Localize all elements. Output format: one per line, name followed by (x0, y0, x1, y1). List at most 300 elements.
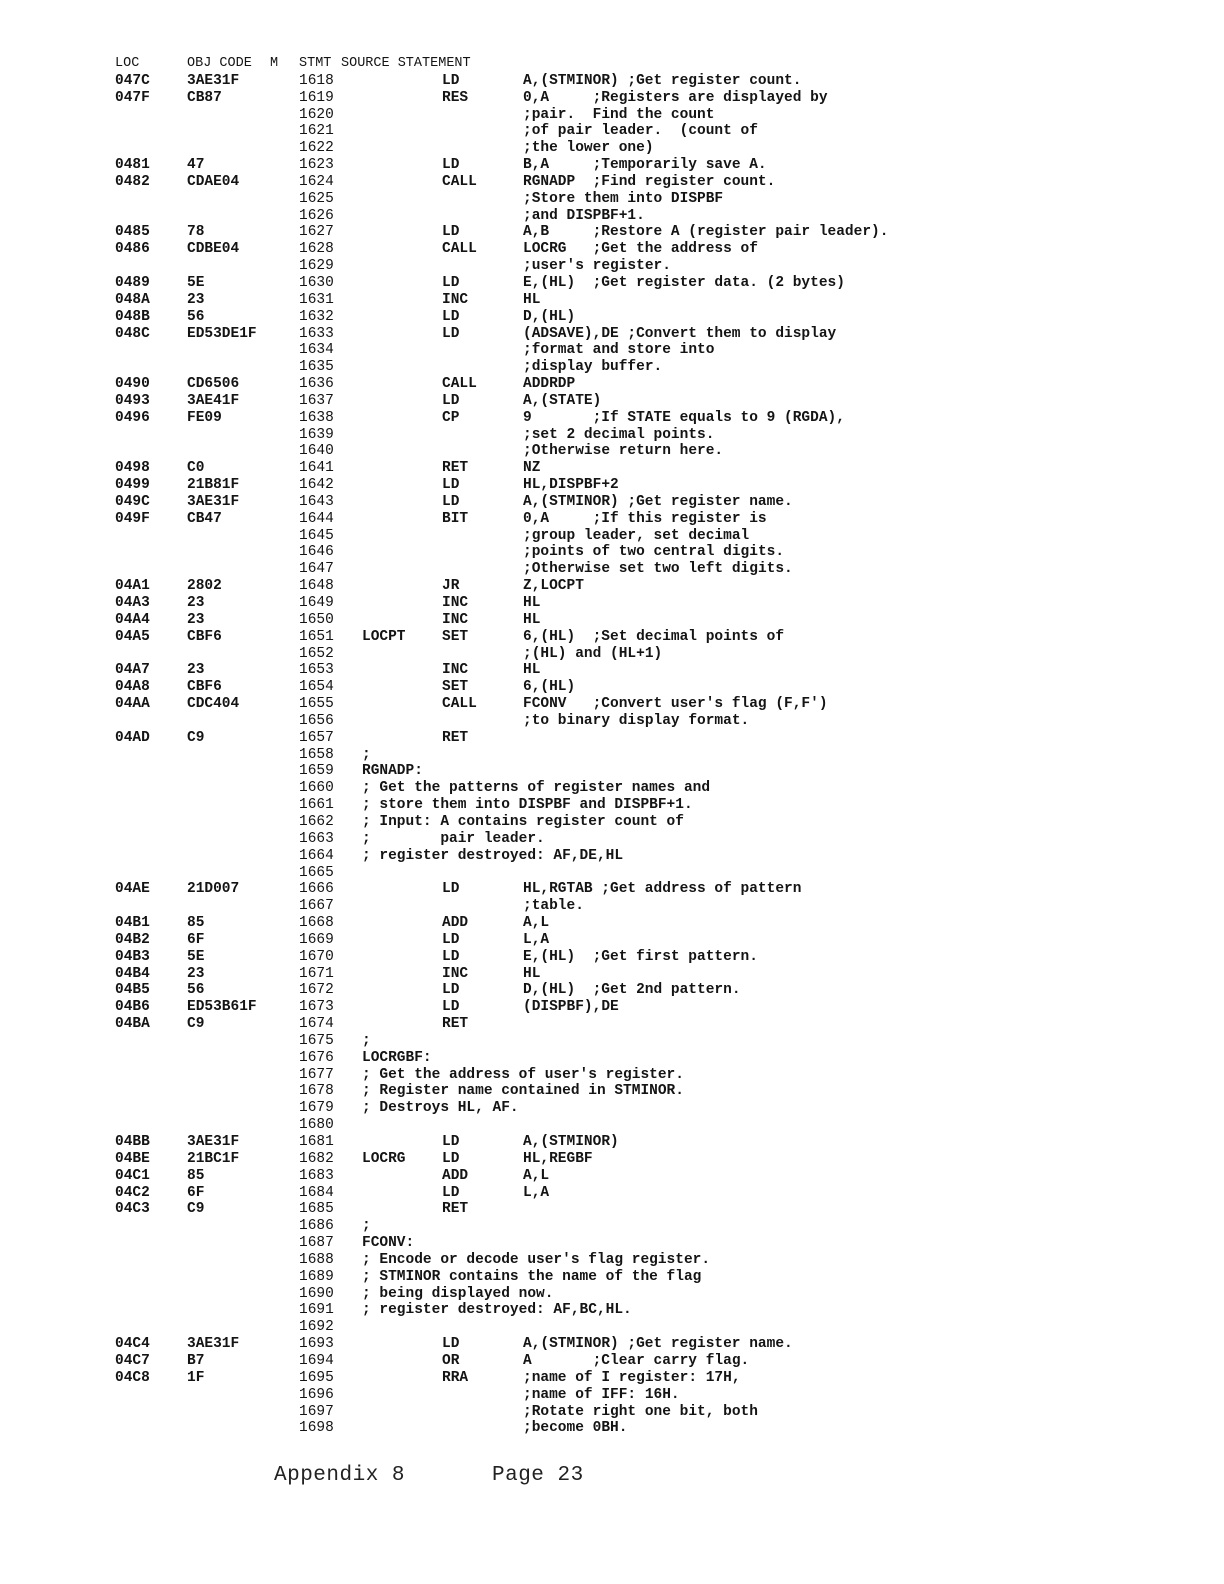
line-comment: ;set 2 decimal points. (523, 426, 715, 443)
listing-line (115, 847, 624, 865)
line-comment: ;Store them into DISPBF (523, 190, 724, 207)
line-opcode: BIT (442, 510, 469, 527)
line-stmt-number: 1671 (299, 965, 334, 982)
listing-line (115, 1386, 680, 1404)
line-stmt-number: 1667 (299, 898, 334, 915)
line-opcode: LD (442, 1134, 460, 1150)
listing-line (115, 1285, 554, 1303)
line-operand: RGNADP (523, 173, 576, 190)
page-footer (274, 1464, 584, 1487)
line-stmt-number: 1625 (299, 190, 334, 207)
line-label: ; Get the address of user's register. (362, 1066, 684, 1083)
listing-line (115, 662, 541, 679)
line-opcode: SET (442, 628, 469, 645)
line-operand: D,(HL) (523, 308, 576, 325)
line-comment: ;name of IFF: 16H. (523, 1386, 680, 1403)
line-comment: ;to binary display format. (523, 712, 750, 729)
line-opcode: RES (442, 89, 469, 106)
line-comment: ;points of two central digits. (523, 544, 785, 561)
line-operand: A,(STATE) (523, 392, 602, 409)
line-stmt-number: 1657 (299, 729, 334, 746)
listing-line (115, 1150, 593, 1168)
line-operand: A (523, 1352, 532, 1369)
line-obj-code: C9 (187, 1201, 205, 1218)
line-loc: 04B6 (115, 999, 150, 1016)
listing-line (115, 527, 750, 545)
line-label: ; Input: A contains register count of (362, 813, 684, 830)
listing-line (115, 157, 767, 174)
line-obj-code: 23 (187, 611, 205, 628)
line-stmt-number: 1656 (299, 712, 334, 729)
line-label: ; pair leader. (362, 830, 545, 847)
line-stmt-number: 1644 (299, 510, 334, 527)
line-label: ; (362, 1218, 371, 1235)
line-obj-code: CDC404 (187, 696, 240, 713)
line-loc: 04BE (115, 1150, 150, 1167)
line-opcode: LD (442, 325, 460, 342)
line-obj-code: CD6506 (187, 376, 240, 393)
line-stmt-number: 1653 (299, 662, 334, 679)
line-comment: ;If this register is (592, 510, 767, 527)
line-loc: 0493 (115, 392, 150, 409)
listing-line (115, 864, 334, 882)
line-operand: L,A (523, 931, 550, 948)
line-comment: ;and DISPBF+1. (523, 207, 645, 224)
line-stmt-number: 1647 (299, 561, 334, 578)
line-operand: 0,A (523, 510, 550, 527)
line-label: ; Register name contained in STMINOR. (362, 1083, 684, 1100)
line-stmt-number: 1682 (299, 1150, 334, 1167)
listing-line (115, 72, 802, 90)
line-opcode: LD (442, 881, 460, 898)
line-operand: 6,(HL) (523, 679, 576, 696)
listing-line (115, 342, 715, 359)
line-comment: ;Clear carry flag. (592, 1352, 750, 1369)
listing-line (115, 241, 758, 258)
listing-line (115, 1100, 519, 1117)
line-operand: Z,LOCPT (523, 578, 584, 595)
line-obj-code: 23 (187, 965, 205, 982)
line-stmt-number: 1635 (299, 359, 334, 376)
line-stmt-number: 1677 (299, 1066, 334, 1083)
line-opcode: LD (442, 308, 460, 325)
line-stmt-number: 1669 (299, 931, 334, 948)
line-stmt-number: 1649 (299, 595, 334, 611)
listing-line (115, 325, 837, 343)
line-obj-code: 6F (187, 931, 205, 948)
line-obj-code: C0 (187, 460, 205, 477)
line-operand: (DISPBF),DE (523, 999, 619, 1016)
line-loc: 04A1 (115, 578, 150, 595)
line-comment: ;Get register data. (2 bytes) (592, 274, 845, 291)
listing-header (115, 56, 471, 73)
listing-line (115, 1049, 432, 1067)
line-comment: ;the lower one) (523, 140, 654, 157)
line-obj-code: 21D007 (187, 881, 240, 898)
line-loc: 0486 (115, 241, 150, 258)
line-stmt-number: 1695 (299, 1369, 334, 1386)
listing-line (115, 409, 845, 427)
line-opcode: LD (442, 72, 460, 89)
line-operand: A,L (523, 1167, 550, 1184)
line-stmt-number: 1670 (299, 948, 334, 965)
line-stmt-number: 1687 (299, 1235, 334, 1252)
line-operand: HL (523, 662, 541, 679)
line-stmt-number: 1627 (299, 224, 334, 241)
listing-line (115, 1251, 711, 1269)
line-stmt-number: 1691 (299, 1302, 334, 1319)
line-stmt-number: 1642 (299, 477, 334, 494)
listing-line (115, 797, 693, 814)
line-stmt-number: 1631 (299, 291, 334, 308)
line-operand: LOCRG (523, 241, 567, 258)
line-opcode: ADD (442, 915, 469, 932)
line-stmt-number: 1619 (299, 89, 334, 106)
line-operand: D,(HL) (523, 982, 576, 999)
line-loc: 04C4 (115, 1336, 150, 1353)
line-stmt-number: 1624 (299, 173, 334, 190)
line-comment: ;become 0BH. (523, 1420, 628, 1437)
line-opcode: LD (442, 948, 460, 965)
line-comment: ;Rotate right one bit, both (523, 1403, 758, 1420)
line-opcode: LD (442, 931, 460, 948)
listing-line (115, 578, 584, 595)
line-opcode: LD (442, 493, 460, 510)
line-stmt-number: 1651 (299, 628, 334, 645)
listing-line (115, 1319, 334, 1336)
listing-line (115, 89, 828, 107)
line-comment: ;Get the address of (592, 241, 758, 258)
listing-line (115, 1268, 702, 1286)
line-loc: 04B1 (115, 915, 150, 932)
line-comment: ;user's register. (523, 258, 671, 275)
line-stmt-number: 1678 (299, 1083, 334, 1100)
line-loc: 0490 (115, 376, 150, 393)
line-operand: HL,RGTAB (523, 881, 593, 898)
header-obj-code: OBJ CODE (187, 56, 252, 71)
line-label: ; Encode or decode user's flag register. (362, 1251, 711, 1268)
line-opcode: RRA (442, 1369, 469, 1386)
listing-line (115, 1201, 469, 1218)
line-loc: 04BB (115, 1134, 150, 1150)
line-obj-code: 3AE31F (187, 1134, 240, 1150)
line-label: LOCPT (362, 628, 406, 645)
listing-line (115, 915, 550, 932)
line-stmt-number: 1685 (299, 1201, 334, 1218)
line-opcode: CALL (442, 173, 477, 190)
line-opcode: INC (442, 965, 469, 982)
line-stmt-number: 1672 (299, 982, 334, 999)
line-stmt-number: 1639 (299, 426, 334, 443)
listing-line (115, 274, 845, 292)
line-comment: ;of pair leader. (count of (523, 123, 758, 140)
listing-line (115, 1016, 469, 1033)
assembly-listing (115, 56, 889, 1437)
line-comment: ;(HL) and (HL+1) (523, 645, 663, 662)
listing-line (115, 1403, 758, 1421)
listing-line (115, 224, 889, 241)
listing-line (115, 443, 724, 460)
line-obj-code: FE09 (187, 409, 222, 426)
line-loc: 04A4 (115, 611, 150, 628)
line-loc: 04AD (115, 729, 150, 746)
listing-line (115, 493, 793, 511)
listing-line (115, 140, 654, 157)
line-loc: 048A (115, 291, 150, 308)
listing-line (115, 561, 793, 578)
line-operand: HL (523, 291, 541, 308)
line-stmt-number: 1689 (299, 1268, 334, 1285)
line-opcode: OR (442, 1352, 460, 1369)
line-opcode: RET (442, 460, 469, 477)
line-label: LOCRG (362, 1150, 406, 1167)
line-operand: HL (523, 595, 541, 611)
listing-line (115, 982, 741, 999)
line-stmt-number: 1696 (299, 1386, 334, 1403)
line-label: LOCRGBF: (362, 1049, 432, 1066)
listing-line (115, 595, 541, 612)
line-comment: ;Otherwise set two left digits. (523, 561, 793, 578)
line-opcode: RET (442, 1016, 469, 1033)
line-label: ; being displayed now. (362, 1285, 554, 1302)
line-stmt-number: 1640 (299, 443, 334, 460)
line-stmt-number: 1693 (299, 1336, 334, 1353)
line-obj-code: C9 (187, 1016, 205, 1033)
line-stmt-number: 1694 (299, 1352, 334, 1369)
line-obj-code: 21BC1F (187, 1150, 240, 1167)
listing-line (115, 190, 724, 208)
line-stmt-number: 1646 (299, 544, 334, 561)
line-obj-code: 47 (187, 157, 205, 174)
listing-line (115, 106, 715, 124)
line-stmt-number: 1637 (299, 392, 334, 409)
line-operand: L,A (523, 1184, 550, 1201)
line-loc: 04B3 (115, 948, 150, 965)
line-loc: 04B5 (115, 982, 150, 999)
line-stmt-number: 1643 (299, 493, 334, 510)
listing-line (115, 780, 711, 797)
listing-line (115, 645, 663, 663)
line-opcode: LD (442, 982, 460, 999)
line-obj-code: 78 (187, 224, 205, 241)
line-stmt-number: 1692 (299, 1319, 334, 1336)
line-stmt-number: 1658 (299, 746, 334, 763)
line-stmt-number: 1621 (299, 123, 334, 140)
line-stmt-number: 1690 (299, 1285, 334, 1302)
listing-line (115, 123, 758, 140)
listing-line (115, 173, 776, 191)
line-stmt-number: 1666 (299, 881, 334, 898)
line-obj-code: 23 (187, 291, 205, 308)
listing-line (115, 510, 767, 528)
line-label: ; store them into DISPBF and DISPBF+1. (362, 797, 693, 814)
listing-line (115, 881, 802, 898)
listing-line (115, 258, 671, 275)
line-obj-code: C9 (187, 729, 205, 746)
line-obj-code: 56 (187, 982, 205, 999)
line-operand: E,(HL) (523, 948, 576, 965)
line-label: ; Get the patterns of register names and (362, 780, 711, 797)
listing-line (115, 1235, 415, 1252)
line-stmt-number: 1683 (299, 1167, 334, 1184)
listing-line (115, 376, 576, 393)
line-obj-code: 23 (187, 595, 205, 611)
line-stmt-number: 1655 (299, 696, 334, 713)
line-operand: (ADSAVE),DE (523, 325, 619, 342)
listing-line (115, 1336, 793, 1353)
line-obj-code: 1F (187, 1369, 205, 1386)
line-stmt-number: 1623 (299, 157, 334, 174)
line-loc: 04BA (115, 1016, 150, 1033)
line-stmt-number: 1652 (299, 645, 334, 662)
listing-line (115, 477, 619, 494)
line-loc: 0499 (115, 477, 150, 494)
line-loc: 048B (115, 308, 150, 325)
line-operand: ADDRDP (523, 376, 576, 393)
line-obj-code: CDBE04 (187, 241, 240, 258)
line-loc: 04A5 (115, 628, 150, 645)
line-opcode: JR (442, 578, 460, 595)
line-opcode: LD (442, 224, 460, 241)
line-stmt-number: 1618 (299, 72, 334, 89)
listing-line (115, 308, 576, 326)
line-loc: 04C7 (115, 1352, 150, 1369)
listing-line (115, 1420, 628, 1437)
line-stmt-number: 1636 (299, 376, 334, 393)
line-stmt-number: 1675 (299, 1032, 334, 1049)
line-opcode: LD (442, 157, 460, 174)
line-loc: 047C (115, 72, 150, 89)
line-stmt-number: 1698 (299, 1420, 334, 1437)
header-loc: LOC (115, 56, 140, 71)
line-stmt-number: 1688 (299, 1251, 334, 1268)
listing-line (115, 291, 541, 309)
line-comment: ;group leader, set decimal (523, 527, 750, 544)
listing-line (115, 544, 785, 561)
line-stmt-number: 1638 (299, 409, 334, 426)
line-obj-code: CBF6 (187, 628, 222, 645)
line-stmt-number: 1681 (299, 1134, 334, 1150)
line-stmt-number: 1660 (299, 780, 334, 797)
line-operand: HL,DISPBF+2 (523, 477, 619, 494)
line-operand: HL (523, 965, 541, 982)
line-stmt-number: 1650 (299, 611, 334, 628)
line-loc: 0482 (115, 173, 150, 190)
line-comment: ;Get address of pattern (601, 881, 802, 898)
line-operand: 6,(HL) (523, 628, 576, 645)
listing-line (115, 1083, 684, 1100)
line-label: FCONV: (362, 1235, 415, 1252)
line-opcode: LD (442, 999, 460, 1016)
line-loc: 0498 (115, 460, 150, 477)
line-loc: 047F (115, 89, 150, 106)
listing-line (115, 1369, 741, 1387)
line-obj-code: 3AE41F (187, 392, 240, 409)
listing-line (115, 679, 576, 696)
line-stmt-number: 1629 (299, 258, 334, 275)
line-obj-code: CBF6 (187, 679, 222, 696)
line-opcode: INC (442, 595, 469, 611)
line-operand: 0,A (523, 89, 550, 106)
line-loc: 04C1 (115, 1167, 150, 1184)
listing-line (115, 1218, 371, 1235)
listing-line (115, 729, 469, 747)
line-loc: 0489 (115, 274, 150, 291)
line-loc: 0485 (115, 224, 150, 241)
line-obj-code: B7 (187, 1352, 205, 1369)
listing-line (115, 830, 545, 848)
listing-line (115, 1302, 632, 1319)
line-label: ; (362, 746, 371, 763)
line-opcode: INC (442, 662, 469, 679)
line-loc: 04AE (115, 881, 150, 898)
line-loc: 04B4 (115, 965, 150, 982)
listing-line (115, 1066, 684, 1084)
line-stmt-number: 1626 (299, 207, 334, 224)
line-stmt-number: 1680 (299, 1117, 334, 1134)
line-opcode: CP (442, 409, 460, 426)
line-opcode: CALL (442, 696, 477, 713)
listing-line (115, 460, 541, 477)
line-comment: ;format and store into (523, 342, 715, 359)
line-comment: ;Find register count. (592, 173, 776, 190)
listing-line (115, 763, 423, 780)
line-stmt-number: 1697 (299, 1403, 334, 1420)
line-obj-code: 85 (187, 915, 205, 932)
line-stmt-number: 1654 (299, 679, 334, 696)
listing-line (115, 965, 541, 983)
line-operand: A,(STMINOR) (523, 1336, 619, 1353)
line-obj-code: ED53B61F (187, 999, 257, 1016)
line-comment: ;pair. Find the count (523, 106, 715, 123)
footer-page-number: Page 23 (492, 1464, 584, 1487)
line-loc: 04A7 (115, 662, 150, 679)
line-stmt-number: 1662 (299, 813, 334, 830)
line-stmt-number: 1641 (299, 460, 334, 477)
line-stmt-number: 1633 (299, 325, 334, 342)
line-loc: 049C (115, 493, 150, 510)
line-stmt-number: 1686 (299, 1218, 334, 1235)
listing-line (115, 1134, 619, 1151)
listing-body (115, 72, 889, 1437)
line-obj-code: ED53DE1F (187, 325, 257, 342)
line-stmt-number: 1664 (299, 847, 334, 864)
line-comment: ;Get first pattern. (592, 948, 758, 965)
listing-line (115, 1167, 550, 1185)
line-comment: ;If STATE equals to 9 (RGDA), (592, 409, 845, 426)
line-loc: 0496 (115, 409, 150, 426)
listing-line (115, 1117, 334, 1134)
line-loc: 04AA (115, 696, 150, 713)
line-loc: 04C8 (115, 1369, 150, 1386)
line-comment: ;Temporarily save A. (592, 157, 767, 174)
footer-appendix: Appendix 8 (274, 1464, 406, 1487)
listing-line (115, 931, 550, 949)
line-label: ; register destroyed: AF,BC,HL. (362, 1302, 632, 1319)
line-loc: 04B2 (115, 931, 150, 948)
line-loc: 04A8 (115, 679, 150, 696)
line-comment: ;display buffer. (523, 359, 663, 376)
line-stmt-number: 1673 (299, 999, 334, 1016)
line-operand: A,B (523, 224, 550, 241)
listing-line (115, 359, 663, 376)
listing-line (115, 1032, 371, 1050)
listing-line (115, 712, 750, 730)
line-opcode: SET (442, 679, 469, 696)
listing-line (115, 898, 584, 915)
line-operand: B,A (523, 157, 550, 174)
line-stmt-number: 1634 (299, 342, 334, 359)
